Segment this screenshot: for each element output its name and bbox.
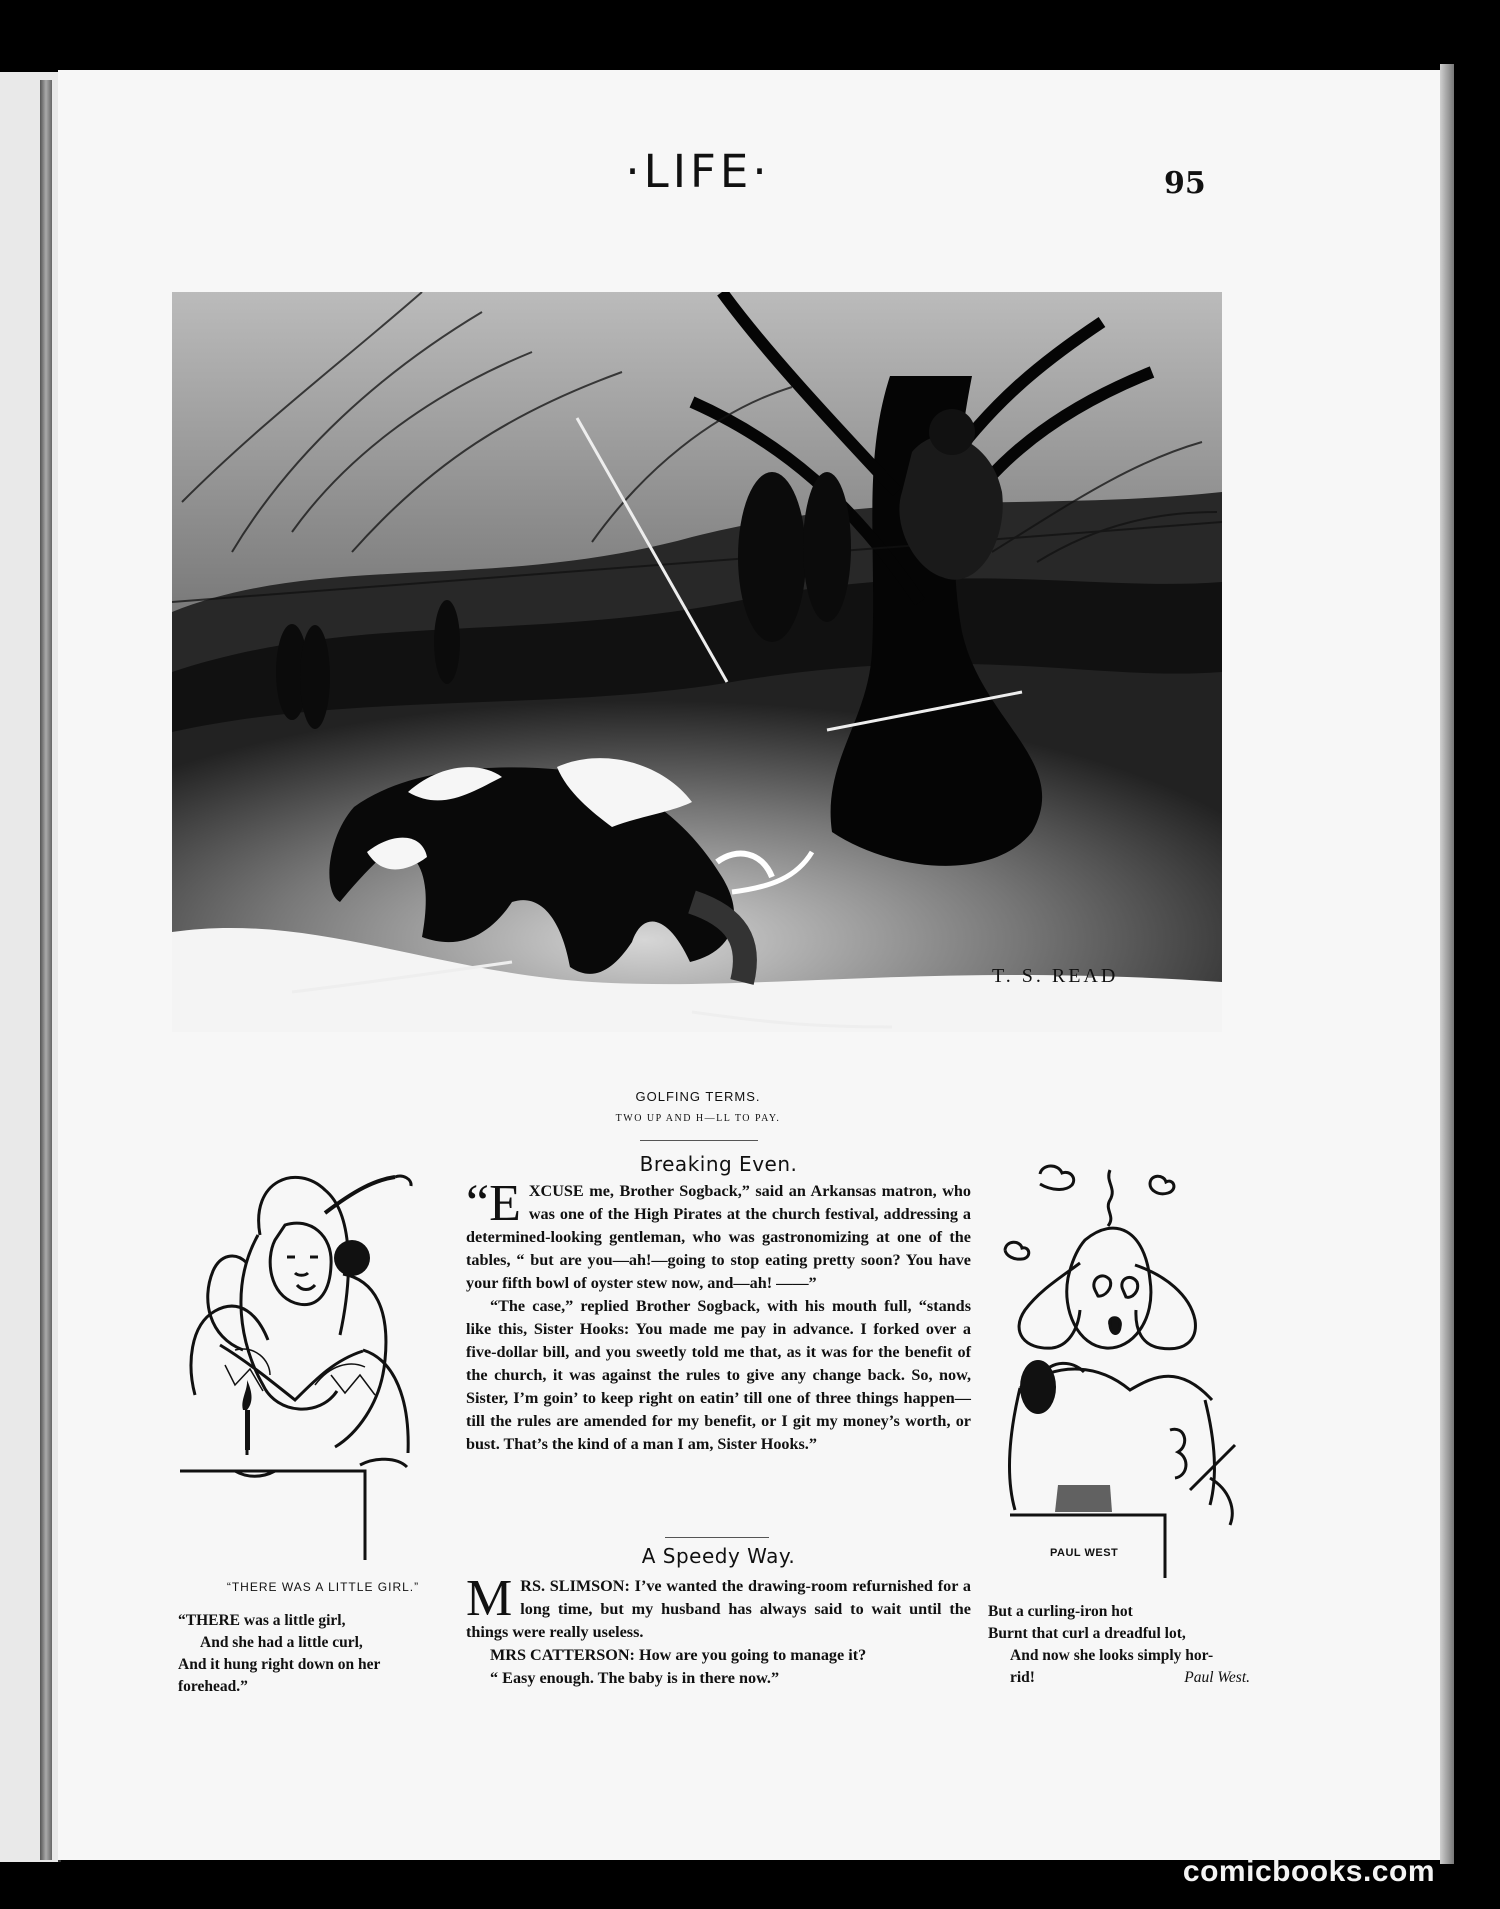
golfing-bull-illustration [172,292,1222,1032]
illustration-caption-subtitle: TWO UP AND H—LL TO PAY. [615,1113,781,1124]
poem-right-column [988,1601,1258,1689]
breaking-even-lead-text: XCUSE me, Brother Sogback,” said an Arkansas matron, who was one of the High Pirates at the church festival, addressing a determined-looking gentleman, who was gastronomizing at one of the tables, “ but are you—ah!—going to stop eating pretty soon? You have your fifth bowl of oyster stew now, and—ah! ——” [466,1182,971,1292]
poem-title: “THERE WAS A LITTLE GIRL.” [226,1580,420,1594]
speedy-way-paragraph-3: “ Easy enough. The baby is in there now.” [490,1669,780,1687]
speedy-way-title: A Speedy Way. [641,1544,796,1568]
page-edge [1440,64,1454,1864]
breaking-even-paragraph-1 [466,1175,971,1295]
poem-line-6: Burnt that curl a dreadful lot, [988,1625,1186,1642]
poem-line-3: And it hung right down on her [178,1656,381,1673]
right-line-drawing [980,1160,1255,1580]
caption-rule [640,1140,758,1141]
speedy-way-lead-text: RS. SLIMSON: I’ve wanted the drawing-room refurnished for a long time, but my husband has always said to wait until the things were really useless. [466,1577,971,1641]
poem-line-2: And she had a little curl, [200,1634,363,1651]
speedy-way-drop-cap: M [466,1570,513,1627]
breaking-even-drop-cap: “E [466,1175,521,1232]
speedy-way-paragraph-1 [466,1570,971,1644]
illustration-signature: T. S. READ [992,965,1119,987]
breaking-even-article [466,1175,971,1456]
article-separator-rule [665,1537,769,1538]
girl-with-curl-figure [165,1155,450,1565]
poem-line-4: forehead.” [178,1678,248,1695]
poem-left-column [178,1610,460,1698]
poem-line-8: rid! [1010,1669,1035,1686]
poem-line-1: “THERE was a little girl, [178,1612,346,1629]
left-line-drawing [165,1155,450,1565]
paul-west-figure-label: PAUL WEST [1050,1547,1119,1559]
speedy-way-article [466,1570,971,1690]
burnt-curl-girl-figure [980,1160,1255,1580]
poem-line-7: And now she looks simply hor- [1010,1647,1214,1664]
poem-line-5: But a curling-iron hot [988,1603,1133,1620]
breaking-even-paragraph-2: “The case,” replied Brother Sogback, with his mouth full, “stands like this, Sister Hooks: You made me pay in advance. I forked over a five-dollar bill, and you sweetly told me that, as it was for the benefit of the church, it was against the rules to give any change back. So, now, Sister, I’m goin’ to keep right on eatin’ till one of three things happen—till the rules are amended for my benefit, or I git my money’s worth, or bust. That’s the kind of a man I am, Sister Hooks.” [466,1297,971,1453]
book-spine [40,80,52,1860]
illustration-scene [172,292,1222,1032]
illustration-caption-title: GOLFING TERMS. [635,1089,761,1104]
poem-signature: Paul West. [1184,1669,1250,1686]
speedy-way-paragraph-2: MRS CATTERSON: How are you going to manage it? [490,1646,867,1664]
page-number: 95 [1164,166,1206,201]
comicbooks-watermark: comicbooks.com [1182,1855,1435,1888]
magazine-title: ·LIFE· [625,145,771,198]
breaking-even-title: Breaking Even. [639,1152,798,1176]
